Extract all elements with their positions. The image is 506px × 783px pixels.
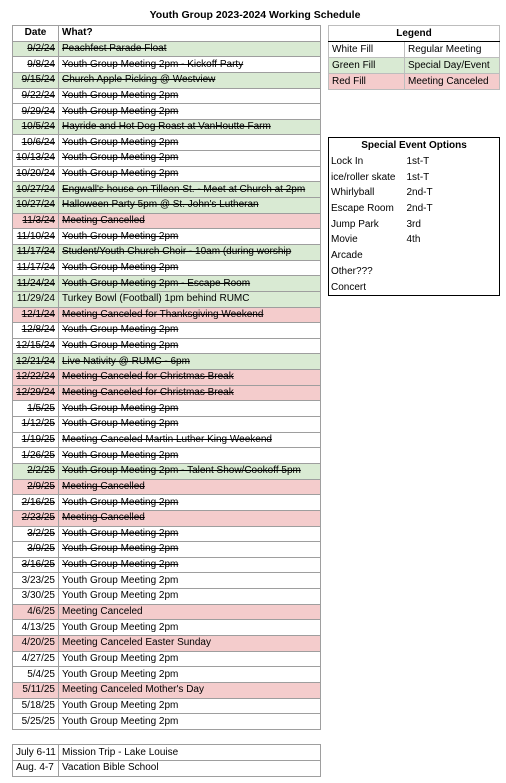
- schedule-event-cell[interactable]: Youth Group Meeting 2pm: [59, 260, 321, 276]
- schedule-date-cell[interactable]: 3/30/25: [13, 589, 59, 605]
- schedule-date-cell[interactable]: Aug. 4-7: [13, 761, 59, 777]
- schedule-row: [13, 510, 321, 526]
- schedule-date-cell[interactable]: 11/3/24: [13, 213, 59, 229]
- option-name[interactable]: Whirlyball: [331, 187, 375, 199]
- schedule-event-cell[interactable]: Meeting Cancelled: [59, 510, 321, 526]
- schedule-event-cell[interactable]: Engwall's house on Tilleon St. - Meet at Church at 2pm: [59, 182, 321, 198]
- schedule-row: [13, 417, 321, 433]
- schedule-event-cell[interactable]: Meeting Canceled for Christmas Break: [59, 385, 321, 401]
- schedule-event-cell[interactable]: Meeting Canceled Mother's Day: [59, 682, 321, 698]
- option-rank[interactable]: [405, 248, 500, 264]
- schedule-row: [13, 307, 321, 323]
- option-rank[interactable]: 3rd: [406, 218, 421, 230]
- option-name[interactable]: Jump Park: [331, 218, 379, 230]
- legend-table: [328, 25, 500, 90]
- legend-row: [329, 74, 500, 90]
- legend-meaning[interactable]: Regular Meeting: [405, 42, 500, 58]
- schedule-date-cell[interactable]: 12/15/24: [13, 338, 59, 354]
- schedule-date-cell[interactable]: 10/20/24: [13, 166, 59, 182]
- option-name[interactable]: Lock In: [331, 156, 364, 168]
- schedule-event-cell[interactable]: Vacation Bible School: [59, 761, 321, 777]
- schedule-row: [13, 276, 321, 292]
- schedule-event-cell[interactable]: Youth Group Meeting 2pm: [59, 620, 321, 636]
- empty-cell[interactable]: [13, 729, 59, 745]
- schedule-date-cell[interactable]: 9/8/24: [13, 57, 59, 73]
- schedule-date-cell[interactable]: 12/21/24: [13, 354, 59, 370]
- schedule-event-cell[interactable]: Youth Group Meeting 2pm: [59, 151, 321, 167]
- schedule-row: [13, 589, 321, 605]
- schedule-row: [13, 463, 321, 479]
- option-rank[interactable]: [405, 264, 500, 280]
- option-row: [329, 185, 500, 201]
- schedule-date-cell[interactable]: 3/23/25: [13, 573, 59, 589]
- schedule-date-cell[interactable]: July 6-11: [13, 745, 59, 761]
- schedule-row: [13, 401, 321, 417]
- schedule-date-cell[interactable]: 2/16/25: [13, 495, 59, 511]
- schedule-date-cell[interactable]: 11/24/24: [13, 276, 59, 292]
- option-rank[interactable]: 2nd-T: [406, 203, 433, 215]
- options-body: [329, 154, 500, 296]
- option-row: [329, 232, 500, 248]
- schedule-event-cell[interactable]: Hayride and Hot Dog Roast at VanHoutte Farm: [59, 119, 321, 135]
- option-row: [329, 248, 500, 264]
- schedule-row: [13, 151, 321, 167]
- schedule-date-cell[interactable]: 9/15/24: [13, 72, 59, 88]
- schedule-row: [13, 557, 321, 573]
- option-rank[interactable]: 4th: [406, 234, 421, 246]
- option-rank[interactable]: [405, 279, 500, 295]
- option-row: [329, 201, 500, 217]
- option-rank[interactable]: 1st-T: [406, 171, 430, 183]
- legend-meaning[interactable]: Meeting Canceled: [405, 74, 500, 90]
- schedule-event-cell[interactable]: Youth Group Meeting 2pm: [59, 651, 321, 667]
- legend-fill-label[interactable]: White Fill: [329, 42, 405, 58]
- schedule-row: [13, 714, 321, 730]
- option-name[interactable]: Arcade: [331, 250, 363, 262]
- schedule-row: [13, 323, 321, 339]
- schedule-extra-row: [13, 761, 321, 777]
- schedule-row: [13, 104, 321, 120]
- legend-row: [329, 42, 500, 58]
- option-rank[interactable]: 1st-T: [406, 156, 430, 168]
- schedule-event-cell[interactable]: Meeting Canceled Easter Sunday: [59, 635, 321, 651]
- schedule-date-cell[interactable]: 5/25/25: [13, 714, 59, 730]
- schedule-event-cell[interactable]: Meeting Canceled for Thanksgiving Weekend: [59, 307, 321, 323]
- legend-body: [329, 42, 500, 90]
- schedule-date-cell[interactable]: 12/22/24: [13, 370, 59, 386]
- schedule-date-cell[interactable]: 1/26/25: [13, 448, 59, 464]
- schedule-date-cell[interactable]: 9/22/24: [13, 88, 59, 104]
- schedule-row: [13, 635, 321, 651]
- schedule-event-cell[interactable]: Youth Group Meeting 2pm: [59, 448, 321, 464]
- option-row: [329, 216, 500, 232]
- schedule-event-cell[interactable]: Meeting Cancelled: [59, 479, 321, 495]
- schedule-row: [13, 244, 321, 260]
- special-event-options-table: [328, 137, 500, 296]
- schedule-event-cell[interactable]: Youth Group Meeting 2pm: [59, 166, 321, 182]
- schedule-date-cell[interactable]: 5/18/25: [13, 698, 59, 714]
- schedule-event-cell[interactable]: Youth Group Meeting 2pm: [59, 417, 321, 433]
- schedule-event-cell[interactable]: Youth Group Meeting 2pm: [59, 714, 321, 730]
- schedule-event-cell[interactable]: Live Nativity @ RUMC - 6pm: [59, 354, 321, 370]
- schedule-date-cell[interactable]: 11/17/24: [13, 260, 59, 276]
- options-title[interactable]: Special Event Options: [361, 140, 467, 152]
- schedule-event-cell[interactable]: Peachfest Parade Float: [59, 41, 321, 57]
- schedule-date-cell[interactable]: 1/19/25: [13, 432, 59, 448]
- schedule-event-cell[interactable]: Youth Group Meeting 2pm: [59, 698, 321, 714]
- schedule-date-cell[interactable]: 1/12/25: [13, 417, 59, 433]
- schedule-row: [13, 198, 321, 214]
- schedule-event-cell[interactable]: Mission Trip - Lake Louise: [59, 745, 321, 761]
- schedule-row: [13, 354, 321, 370]
- schedule-row: [13, 88, 321, 104]
- schedule-date-cell[interactable]: 5/11/25: [13, 682, 59, 698]
- schedule-date-cell[interactable]: 10/27/24: [13, 198, 59, 214]
- schedule-event-cell[interactable]: Youth Group Meeting 2pm: [59, 135, 321, 151]
- legend-header-row: [329, 26, 500, 42]
- schedule-event-cell[interactable]: Youth Group Meeting 2pm - Talent Show/Cookoff 5pm: [59, 463, 321, 479]
- schedule-row: [13, 182, 321, 198]
- schedule-row: [13, 57, 321, 73]
- schedule-row: [13, 72, 321, 88]
- schedule-date-cell[interactable]: 10/13/24: [13, 151, 59, 167]
- empty-cell[interactable]: [59, 729, 321, 745]
- option-row: [329, 279, 500, 295]
- schedule-event-cell[interactable]: Student/Youth Church Choir - 10am (during worship: [59, 244, 321, 260]
- schedule-date-cell[interactable]: 4/13/25: [13, 620, 59, 636]
- schedule-date-cell[interactable]: 2/2/25: [13, 463, 59, 479]
- schedule-date-cell[interactable]: 3/2/25: [13, 526, 59, 542]
- option-row: [329, 264, 500, 280]
- date-column-header[interactable]: Date: [13, 26, 59, 42]
- legend-title[interactable]: Legend: [329, 26, 500, 42]
- schedule-event-cell[interactable]: Youth Group Meeting 2pm: [59, 323, 321, 339]
- schedule-event-cell[interactable]: Church Apple Picking @ Westview: [59, 72, 321, 88]
- schedule-date-cell[interactable]: 3/16/25: [13, 557, 59, 573]
- schedule-date-cell[interactable]: 4/27/25: [13, 651, 59, 667]
- schedule-row: [13, 338, 321, 354]
- schedule-date-cell[interactable]: 2/9/25: [13, 479, 59, 495]
- schedule-row: [13, 698, 321, 714]
- schedule-row: [13, 135, 321, 151]
- schedule-date-cell[interactable]: 11/10/24: [13, 229, 59, 245]
- schedule-event-cell[interactable]: Meeting Canceled Martin Luther King Weekend: [59, 432, 321, 448]
- option-row: [329, 169, 500, 185]
- legend-meaning[interactable]: Special Day/Event: [405, 58, 500, 74]
- schedule-row: [13, 213, 321, 229]
- schedule-date-cell[interactable]: 12/29/24: [13, 385, 59, 401]
- schedule-event-cell[interactable]: Youth Group Meeting 2pm: [59, 573, 321, 589]
- schedule-event-cell[interactable]: Youth Group Meeting 2pm: [59, 667, 321, 683]
- schedule-event-cell[interactable]: Meeting Cancelled: [59, 213, 321, 229]
- schedule-row: [13, 166, 321, 182]
- schedule-row: [13, 385, 321, 401]
- option-rank[interactable]: 2nd-T: [406, 187, 433, 199]
- option-name[interactable]: Escape Room: [331, 203, 394, 215]
- schedule-date-cell[interactable]: 1/5/25: [13, 401, 59, 417]
- spacer-row: [13, 729, 321, 745]
- schedule-event-cell[interactable]: Youth Group Meeting 2pm: [59, 495, 321, 511]
- schedule-event-cell[interactable]: Youth Group Meeting 2pm: [59, 338, 321, 354]
- schedule-date-cell[interactable]: 11/29/24: [13, 291, 59, 307]
- schedule-extra-row: [13, 745, 321, 761]
- schedule-event-cell[interactable]: Youth Group Meeting 2pm: [59, 88, 321, 104]
- sheet-title: Youth Group 2023-2024 Working Schedule: [149, 9, 361, 21]
- options-header-row: [329, 138, 500, 154]
- option-name[interactable]: Movie: [331, 234, 358, 246]
- what-column-header[interactable]: What?: [59, 26, 321, 42]
- schedule-table: [12, 25, 321, 777]
- schedule-row: [13, 370, 321, 386]
- schedule-row: [13, 604, 321, 620]
- schedule-event-cell[interactable]: Youth Group Meeting 2pm: [59, 229, 321, 245]
- schedule-date-cell[interactable]: 11/17/24: [13, 244, 59, 260]
- legend-fill-label[interactable]: Red Fill: [329, 74, 405, 90]
- schedule-date-cell[interactable]: 12/1/24: [13, 307, 59, 323]
- schedule-date-cell[interactable]: 4/20/25: [13, 635, 59, 651]
- schedule-date-cell[interactable]: 10/27/24: [13, 182, 59, 198]
- schedule-row: [13, 260, 321, 276]
- schedule-event-cell[interactable]: Youth Group Meeting 2pm - Kickoff Party: [59, 57, 321, 73]
- schedule-event-cell[interactable]: Youth Group Meeting 2pm - Escape Room: [59, 276, 321, 292]
- schedule-date-cell[interactable]: 3/9/25: [13, 542, 59, 558]
- schedule-row: [13, 542, 321, 558]
- schedule-row: [13, 667, 321, 683]
- schedule-row: [13, 479, 321, 495]
- schedule-event-cell[interactable]: Halloween Party 5pm @ St. John's Lutheran: [59, 198, 321, 214]
- schedule-row: [13, 495, 321, 511]
- option-row: [329, 154, 500, 170]
- schedule-event-cell[interactable]: Youth Group Meeting 2pm: [59, 104, 321, 120]
- schedule-date-cell[interactable]: 12/8/24: [13, 323, 59, 339]
- schedule-date-cell[interactable]: 5/4/25: [13, 667, 59, 683]
- schedule-row: [13, 432, 321, 448]
- schedule-event-cell[interactable]: Youth Group Meeting 2pm: [59, 526, 321, 542]
- option-name[interactable]: Other???: [331, 265, 373, 277]
- schedule-date-cell[interactable]: 10/6/24: [13, 135, 59, 151]
- legend-row: [329, 58, 500, 74]
- schedule-row: [13, 119, 321, 135]
- schedule-event-cell[interactable]: Meeting Canceled: [59, 604, 321, 620]
- schedule-row: [13, 573, 321, 589]
- schedule-row: [13, 526, 321, 542]
- schedule-date-cell[interactable]: 9/2/24: [13, 41, 59, 57]
- schedule-row: [13, 448, 321, 464]
- schedule-event-cell[interactable]: Meeting Canceled for Christmas Break: [59, 370, 321, 386]
- legend-fill-label[interactable]: Green Fill: [329, 58, 405, 74]
- schedule-event-cell[interactable]: Youth Group Meeting 2pm: [59, 589, 321, 605]
- schedule-header-row: [13, 26, 321, 42]
- schedule-row: [13, 620, 321, 636]
- option-name[interactable]: ice/roller skate: [331, 171, 396, 183]
- schedule-row: [13, 229, 321, 245]
- schedule-date-cell[interactable]: 10/5/24: [13, 119, 59, 135]
- schedule-event-cell[interactable]: Youth Group Meeting 2pm: [59, 401, 321, 417]
- schedule-event-cell[interactable]: Turkey Bowl (Football) 1pm behind RUMC: [59, 291, 321, 307]
- schedule-date-cell[interactable]: 2/23/25: [13, 510, 59, 526]
- schedule-event-cell[interactable]: Youth Group Meeting 2pm: [59, 542, 321, 558]
- schedule-date-cell[interactable]: 4/6/25: [13, 604, 59, 620]
- schedule-row: [13, 291, 321, 307]
- schedule-date-cell[interactable]: 9/29/24: [13, 104, 59, 120]
- schedule-body: [13, 41, 321, 776]
- schedule-row: [13, 682, 321, 698]
- schedule-row: [13, 651, 321, 667]
- option-name[interactable]: Concert: [331, 281, 367, 293]
- schedule-event-cell[interactable]: Youth Group Meeting 2pm: [59, 557, 321, 573]
- schedule-row: [13, 41, 321, 57]
